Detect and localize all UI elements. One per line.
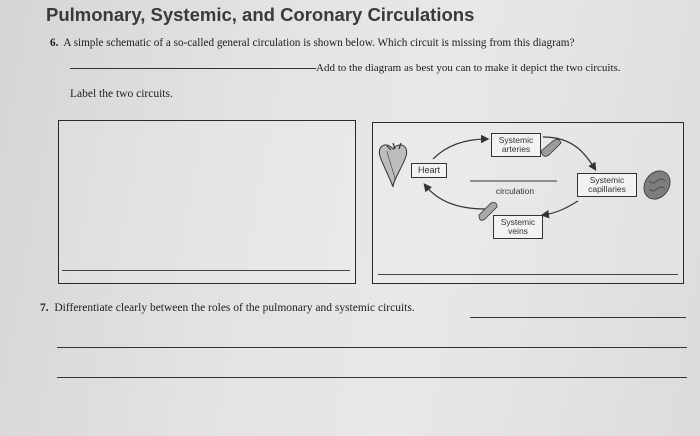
- answer-line-7-2[interactable]: [57, 347, 687, 348]
- arrow-to-heart: [425, 185, 485, 209]
- question-number: 7.: [40, 302, 49, 314]
- circulation-label: circulation: [495, 186, 535, 196]
- diagram-box: [372, 122, 684, 284]
- heart-icon: [379, 143, 406, 187]
- question-7: [40, 302, 415, 314]
- answer-line-7-1[interactable]: [470, 317, 686, 318]
- label-line-right[interactable]: [378, 274, 678, 275]
- question-text: A simple schematic of a so-called general circulation is shown below. Which circuit is missing from this diagram?: [63, 37, 575, 49]
- label-line-left[interactable]: [62, 270, 350, 271]
- page-title: Pulmonary, Systemic, and Coronary Circulations: [46, 4, 475, 25]
- instruction-add: Add to the diagram as best you can to make it depict the two circuits.: [316, 62, 621, 74]
- arrow-to-arteries: [433, 139, 487, 159]
- question-text: Differentiate clearly between the roles of the pulmonary and systemic circuits.: [54, 302, 415, 314]
- systemic-arteries-label: Systemic arteries: [491, 133, 541, 157]
- drawing-box-left[interactable]: [58, 120, 356, 284]
- capillary-bed-icon: [639, 166, 676, 204]
- systemic-capillaries-label: Systemic capillaries: [577, 173, 637, 197]
- arrow-to-veins: [543, 201, 578, 215]
- instruction-label: Label the two circuits.: [70, 88, 173, 100]
- answer-blank-6[interactable]: [70, 68, 316, 69]
- systemic-veins-label: Systemic veins: [493, 215, 543, 239]
- question-6: [50, 37, 574, 49]
- answer-line-7-3[interactable]: [57, 377, 687, 378]
- artery-icon: [541, 139, 561, 156]
- question-number: 6.: [50, 37, 59, 49]
- heart-label: Heart: [411, 163, 447, 178]
